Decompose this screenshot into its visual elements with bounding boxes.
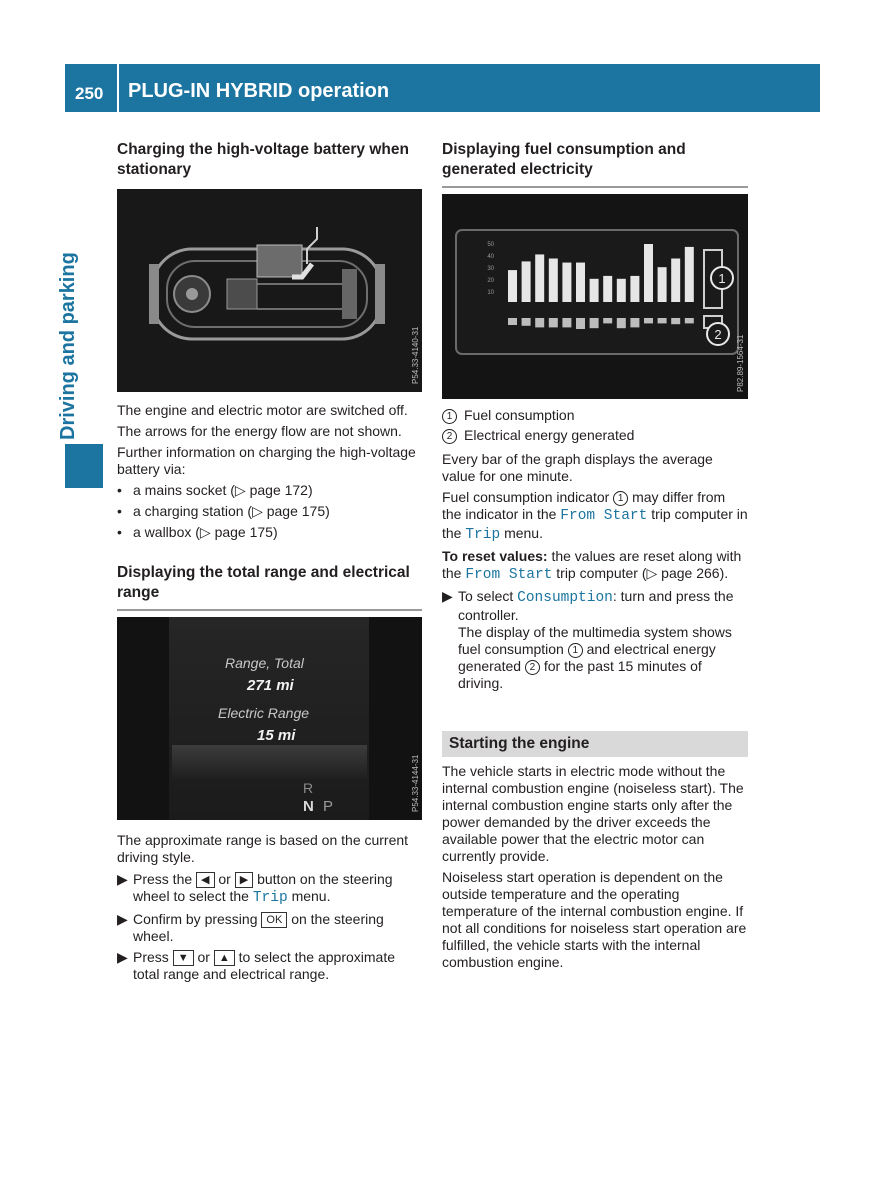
text-part: and electrical energy generated: [458, 641, 716, 674]
fuel-bar: [617, 279, 626, 302]
page-title: PLUG-IN HYBRID operation: [128, 80, 390, 102]
list-item: • a charging station (▷ page 175): [117, 503, 330, 519]
fuel-bar: [549, 259, 558, 303]
text-part: trip computer in the: [442, 506, 748, 541]
charging-paragraph-2: The arrows for the energy flow are not shown.: [117, 423, 402, 439]
text-part: trip computer (▷ page 266).: [556, 565, 729, 581]
text-part: The display of the multimedia system shows fuel consumption: [458, 624, 732, 657]
step-select-trip: ▶ Press the ◀ or ▶ button on the steering wheel to select the Trip menu.: [117, 871, 422, 907]
charging-paragraph-1: The engine and electric motor are switched off.: [117, 402, 408, 418]
text-part: the values are reset along with the: [442, 548, 742, 581]
starting-paragraph-1: The vehicle starts in electric mode without the internal combustion engine (noiseless start). The internal combustion engine starts only after the power demanded by the driver exceeds the available power that the electric motor can currently provide.: [442, 763, 744, 864]
callout-2-label: 2: [714, 327, 722, 342]
electric-bar: [535, 318, 544, 327]
legend-number: 2: [442, 429, 457, 444]
fuel-paragraph-2: [442, 489, 748, 544]
scale-tick-label: 30: [487, 266, 494, 272]
car-charging-illustration: [117, 189, 422, 392]
step-text-part: or: [218, 871, 231, 887]
menu-name: Trip: [465, 527, 501, 543]
electric-bar: [630, 318, 639, 327]
gear-p: P: [323, 798, 334, 815]
step-text-part: to select the approximate total range and electrical range.: [133, 949, 396, 982]
gear-r: R: [303, 780, 314, 796]
fuel-bar: [522, 261, 531, 302]
fuel-bar: [508, 270, 517, 302]
reset-paragraph: [442, 548, 748, 584]
ok-key: OK: [261, 912, 287, 928]
electric-bar: [562, 318, 571, 327]
range-total-value: 271 mi: [247, 677, 294, 694]
charging-paragraph-3: Further information on charging the high-voltage battery via:: [117, 444, 416, 477]
fuel-bar: [603, 276, 612, 302]
fuel-bar: [590, 279, 599, 302]
electric-bar: [522, 318, 531, 326]
electric-bar: [508, 318, 517, 325]
side-tab-marker: [65, 444, 103, 488]
fuel-heading: Displaying fuel consumption and generated electricity: [442, 141, 686, 178]
step-text-part: Confirm by pressing: [133, 911, 258, 927]
image-code: P54.33-4144-31: [411, 754, 420, 812]
starting-paragraph-2: Noiseless start operation is dependent on the outside temperature and the operating temperature of the internal combustion engine. If not all conditions for noiseless start operation are fulfilled, the vehicle starts with the internal combustion engine.: [442, 869, 747, 970]
electric-bar: [658, 318, 667, 323]
legend-text: Electrical energy generated: [464, 427, 635, 443]
starting-engine-heading: Starting the engine: [442, 731, 748, 757]
step-confirm: ▶ Confirm by pressing OK on the steering wheel.: [117, 911, 422, 945]
trip-computer-name: From Start: [465, 567, 553, 583]
left-column: [117, 140, 422, 983]
menu-name: Consumption: [517, 590, 613, 606]
fuel-bar: [576, 263, 585, 302]
figure-legend: [442, 407, 748, 444]
bullet-text: a wallbox (▷ page 175): [133, 524, 278, 540]
fuel-bar: [562, 263, 571, 302]
step-text-part: button on the steering wheel to select the: [133, 871, 393, 904]
electric-bar: [671, 318, 680, 324]
charging-diagram-image: [117, 189, 422, 392]
step-text-part: or: [197, 949, 210, 965]
electric-bar: [617, 318, 626, 328]
trip-computer-name: From Start: [560, 508, 648, 524]
text-part: may differ from the indicator in the: [442, 489, 726, 522]
fuel-bar: [535, 254, 544, 302]
text-part: Fuel consumption indicator: [442, 489, 610, 505]
text-part: : turn and press the controller.: [458, 588, 734, 623]
scale-tick-label: 40: [487, 254, 494, 260]
electric-bar: [685, 318, 694, 323]
step-text: [133, 911, 422, 945]
gear-n: N: [303, 798, 314, 815]
range-display-image: [117, 617, 422, 820]
legend-number: 1: [442, 409, 457, 424]
left-arrow-key: ◀: [196, 872, 214, 888]
heading-rule: [442, 186, 748, 188]
text-part: To select: [458, 588, 514, 604]
step-text-part: menu.: [291, 888, 331, 904]
range-heading: Displaying the total range and electrical range: [117, 564, 410, 601]
fuel-bar: [644, 244, 653, 302]
step-select-consumption: ▶ To select Consumption: turn and press the controller. The display of the multimedia system shows fuel consumption 1 and electrical energy generated 2 for the past 15 minutes of driving.: [442, 588, 748, 692]
step-text: [458, 588, 748, 692]
step-text: [133, 949, 422, 983]
fuel-bar: [671, 259, 680, 303]
consumption-display-image: [442, 194, 748, 399]
legend-item: [442, 407, 748, 424]
callout-number: 1: [613, 491, 628, 506]
side-tab-label: Driving and parking: [57, 252, 79, 440]
road-graphic: [172, 745, 367, 780]
heading-rule: [117, 609, 422, 611]
fuel-paragraph-1: Every bar of the graph displays the average value for one minute.: [442, 451, 713, 484]
step-text-part: on the steering wheel.: [133, 911, 384, 944]
text-part: menu.: [504, 525, 543, 541]
electric-range-label: Electric Range: [218, 705, 310, 721]
header-divider: [117, 64, 119, 112]
range-total-label: Range, Total: [225, 655, 304, 671]
list-item: • a wallbox (▷ page 175): [117, 524, 278, 540]
electric-bar: [603, 318, 612, 323]
electric-bar: [644, 318, 653, 323]
electric-bar: [576, 318, 585, 329]
text-part: for the past 15 minutes of driving.: [458, 658, 702, 691]
right-arrow-key: ▶: [235, 872, 253, 888]
fuel-bar: [685, 247, 694, 302]
image-code: P54.33-4140-31: [411, 326, 420, 384]
scale-tick-label: 10: [487, 290, 494, 296]
range-paragraph: The approximate range is based on the current driving style.: [117, 832, 409, 865]
scale-tick-label: 50: [487, 242, 494, 248]
legend-item: [442, 427, 748, 444]
down-arrow-key: ▼: [173, 950, 194, 966]
callout-number: 2: [525, 660, 540, 675]
menu-name: Trip: [252, 890, 288, 906]
callout-number: 1: [568, 643, 583, 658]
callout-1-label: 1: [718, 271, 726, 286]
consumption-chart: [442, 194, 748, 399]
legend-text: Fuel consumption: [464, 407, 575, 423]
charging-bullet-list: [117, 482, 422, 541]
step-text-part: Press the: [133, 871, 193, 887]
electric-bar: [549, 318, 558, 327]
electric-bar: [590, 318, 599, 328]
right-column: [442, 140, 748, 971]
page-number: 250: [75, 84, 104, 103]
step-select-range: ▶ Press ▼ or ▲ to select the approximate total range and electrical range.: [117, 949, 422, 983]
list-item: • a mains socket (▷ page 172): [117, 482, 313, 498]
fuel-bar: [630, 276, 639, 302]
scale-tick-label: 20: [487, 278, 494, 284]
electric-range-value: 15 mi: [257, 727, 296, 744]
bullet-text: a charging station (▷ page 175): [133, 503, 330, 519]
step-text-part: Press: [133, 949, 169, 965]
reset-label: To reset values:: [442, 548, 548, 564]
step-text: [133, 871, 422, 907]
image-code: P82.89-1564-31: [736, 334, 745, 392]
fuel-bar: [658, 267, 667, 302]
bullet-text: a mains socket (▷ page 172): [133, 482, 313, 498]
charging-heading: Charging the high-voltage battery when stationary: [117, 141, 409, 178]
up-arrow-key: ▲: [214, 950, 235, 966]
